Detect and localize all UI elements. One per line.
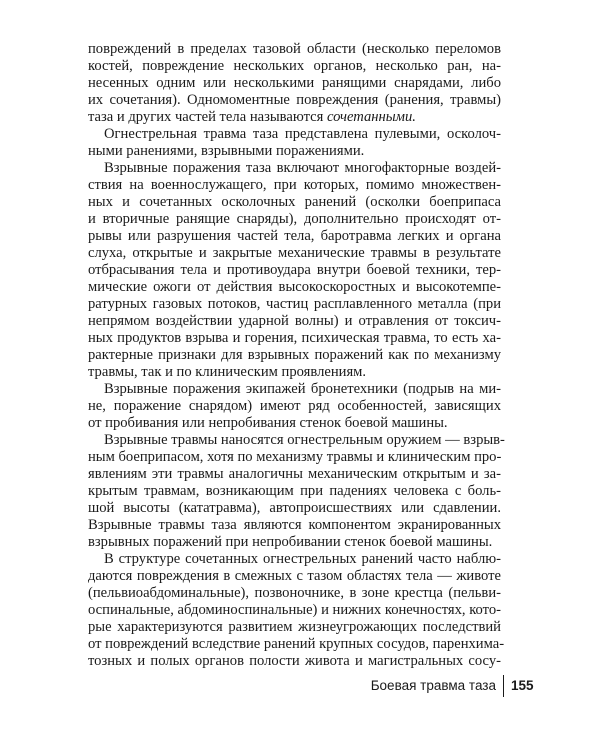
italic-term: сочетанными. bbox=[326, 109, 416, 125]
text-line-start: таза и других частей тела называются bbox=[88, 109, 324, 125]
text-line: несенных одним или несколькими ранящими снарядами, либо bbox=[88, 75, 501, 91]
body-text bbox=[88, 41, 505, 670]
text-line: костей, повреждение нескольких органов, несколько ран, на- bbox=[88, 58, 501, 74]
text-line: и вторичные ранящие снаряды), дополнительно происходят от- bbox=[88, 211, 501, 227]
text-line: слуха, открытые и закрытые механические травмы в результате bbox=[88, 245, 501, 261]
text-line: рывы или разрушения частей тела, баротравма легких и органа bbox=[88, 228, 501, 244]
text-line: взрывных поражений при непробивании стенок боевой машины. bbox=[88, 534, 493, 550]
text-line: (пельвиоабдоминальные), позвоночнике, в зоне крестца (пельви- bbox=[88, 585, 501, 601]
text-line: рые характеризуются развитием жизнеугрожающих последствий bbox=[88, 619, 501, 635]
text-line: ратурных газовых потоков, частиц расплавленного металла (при bbox=[88, 296, 501, 312]
text-line: оспинальные, абдоминоспинальные) и нижних конечностях, кото- bbox=[88, 602, 501, 618]
paragraph-first-line: Взрывные поражения экипажей бронетехники (подрыв на ми- bbox=[104, 381, 501, 397]
text-line: ных продуктов взрыва и горения, психическая травма, то есть ха- bbox=[88, 330, 501, 346]
text-line: шой высоты (кататравма), автопроисшествиях или сдавлении. bbox=[88, 500, 501, 516]
text-line: крытым травмам, возникающим при падениях человека с боль- bbox=[88, 483, 501, 499]
paragraph-first-line: Огнестрельная травма таза представлена пулевыми, осколоч- bbox=[104, 126, 501, 142]
paragraph-first-line: В структуре сочетанных огнестрельных ранений часто наблю- bbox=[104, 551, 501, 567]
text-line: даются повреждения в смежных с тазом областях тела — животе bbox=[88, 568, 501, 584]
text-line: повреждений в пределах тазовой области (несколько переломов bbox=[88, 41, 501, 57]
text-line: травмы, так и по клиническим проявлениям. bbox=[88, 364, 367, 380]
text-line bbox=[88, 109, 501, 126]
paragraph-first-line: Взрывные травмы наносятся огнестрельным оружием — взрыв- bbox=[104, 432, 505, 448]
text-line: мические ожоги от действия высокоскоростных и высокотемпе- bbox=[88, 279, 501, 295]
page-footer bbox=[0, 675, 600, 697]
footer-divider bbox=[503, 675, 504, 697]
text-line: Взрывные травмы таза являются компонентом экранированных bbox=[88, 517, 501, 533]
text-line: от пробивания или непробивания стенок боевой машины. bbox=[88, 415, 448, 431]
text-line: ных и сочетанных осколочных ранений (осколки боеприпаса bbox=[88, 194, 501, 210]
text-line: ным боеприпасом, хотя по механизму травмы и клиническим про- bbox=[88, 449, 502, 465]
page-number: 155 bbox=[511, 678, 534, 693]
text-line: отбрасывания тела и противоудара внутри боевой техники, тер- bbox=[88, 262, 501, 278]
text-line: их сочетания). Одномоментные повреждения (ранения, травмы) bbox=[88, 92, 501, 108]
text-line: рактерные признаки для взрывных поражений как по механизму bbox=[88, 347, 501, 363]
text-line: от повреждений вследствие ранений крупных сосудов, паренхима- bbox=[88, 636, 505, 652]
text-line: тозных и полых органов полости живота и магистральных сосу- bbox=[88, 653, 501, 669]
text-line: непрямом воздействии ударной волны) и отравления от токсич- bbox=[88, 313, 501, 329]
text-line: не, поражение снарядом) имеют ряд особенностей, зависящих bbox=[88, 398, 501, 414]
text-line: ными ранениями, взрывными поражениями. bbox=[88, 143, 365, 159]
text-line: ствия на военнослужащего, при которых, помимо множествен- bbox=[88, 177, 501, 193]
running-head: Боевая травма таза bbox=[370, 678, 496, 693]
text-line: явлениям эти травмы аналогичны механическим открытым и за- bbox=[88, 466, 501, 482]
paragraph-first-line: Взрывные поражения таза включают многофакторные воздей- bbox=[104, 160, 501, 176]
